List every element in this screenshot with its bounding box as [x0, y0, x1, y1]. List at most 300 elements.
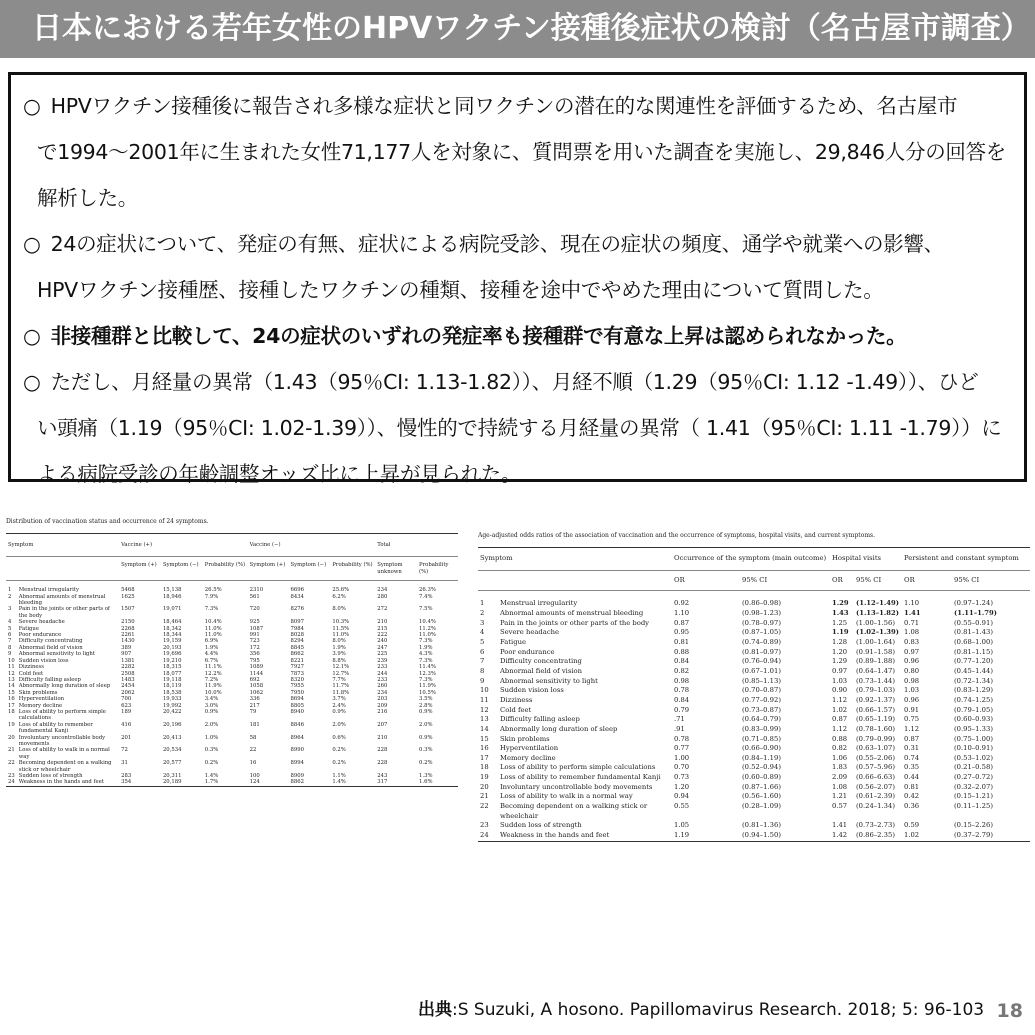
table-cell: (0.65–1.19) [856, 715, 895, 724]
table-cell: 1.41 [904, 608, 921, 617]
table2-subheader-cell: OR [672, 570, 740, 591]
bullet-circle: ○ [23, 232, 41, 256]
table-cell: (0.63–1.07) [856, 744, 895, 753]
table-cell: .91 [674, 724, 685, 733]
table-cell: 0.82 [832, 744, 848, 753]
table-cell: 1.20 [674, 782, 690, 791]
symptom-name-cell: Weakness in the hands and feet [498, 831, 672, 841]
table-cell: 0.80 [904, 666, 920, 675]
table-cell: 12.2% [204, 670, 222, 677]
table-cell: 0.2% [419, 760, 433, 767]
table-cell: (0.78–0.97) [742, 618, 781, 627]
table-cell: 3.4% [204, 696, 219, 703]
table-cell: .71 [674, 715, 685, 724]
symptom-name-cell: Menstrual irregularity [500, 599, 578, 608]
summary-text: HPVワクチン接種後に報告され多様な症状と同ワクチンの潜在的な関連性を評価するため、名古屋市 [50, 94, 958, 118]
table-cell: 172 [249, 644, 260, 651]
citation [418, 995, 984, 1020]
table-cell: 2.8% [419, 702, 433, 709]
summary-text: 24の症状について、発症の有無、症状による病院受診、現在の症状の頻度、通学や就業への影響、 [50, 232, 944, 256]
table-cell: 0.88 [832, 734, 848, 743]
summary-box [8, 72, 1027, 486]
table-cell: 0.87 [904, 734, 920, 743]
table-cell: (0.81–1.15) [954, 647, 993, 656]
table-cell: 233 [377, 664, 388, 671]
symptom-name-cell: Loss of ability to remember fundamental Kanji [500, 773, 661, 782]
table-cell: 8276 [290, 606, 304, 613]
symptom-name-cell: Sudden loss of strength [18, 773, 83, 779]
table-cell: (0.10–0.91) [954, 744, 993, 753]
table-cell: 12.3% [419, 670, 436, 677]
table1-subheader-cell: Probability (%) [417, 557, 458, 581]
table-cell: 0.77 [674, 744, 690, 753]
table-cell: 239 [377, 657, 388, 664]
table-cell: 1.19 [672, 831, 740, 841]
summary-line [23, 451, 1014, 497]
table-cell: 317 [375, 779, 417, 786]
table1-subheader-cell: Symptom (+) [119, 557, 161, 581]
table-row [478, 609, 1030, 619]
table-row [478, 763, 1030, 773]
table-cell: (0.55–2.06) [856, 753, 895, 762]
table-cell: 2.0% [332, 721, 346, 728]
table-cell: 1.08 [832, 782, 848, 791]
table-cell: 228 [377, 747, 388, 754]
table-cell: 15 [8, 689, 15, 696]
table-cell: 8097 [290, 619, 304, 626]
table-cell: (0.37–2.79) [952, 831, 1030, 841]
table-cell: 0.90 [832, 686, 848, 695]
table1-header-total: Total [375, 534, 458, 557]
table-cell: 10.4% [419, 619, 436, 626]
table-cell: 1.4% [330, 779, 375, 786]
table-cell: 20 [480, 782, 489, 791]
table-row [6, 735, 458, 748]
table-cell: 203 [377, 696, 388, 703]
symptom-name-cell: Difficulty concentrating [500, 657, 582, 666]
table2-subheader-cell: OR [830, 570, 854, 591]
table-cell: 2062 [121, 689, 135, 696]
table-cell: 11.7% [332, 683, 350, 690]
table-cell: (0.79–1.03) [856, 686, 895, 695]
summary-line [23, 267, 1014, 313]
table-cell: 5468 [121, 587, 135, 594]
table-cell: 16 [8, 696, 15, 703]
table-cell: 907 [121, 651, 132, 658]
citation-label: 出典 [418, 1000, 452, 1020]
table-cell: 21 [8, 747, 15, 754]
table-cell: 0.36 [904, 802, 920, 811]
table2-header-occurrence: Occurrence of the symptom (main outcome) [672, 548, 830, 571]
table1-container [6, 518, 458, 787]
table-cell: 10.4% [204, 619, 222, 626]
table-cell: 1.9% [204, 644, 219, 651]
table-cell: 0.78 [674, 734, 690, 743]
table-cell: 15,138 [162, 587, 182, 594]
table-cell: 18,342 [162, 625, 182, 632]
summary-line [23, 359, 1014, 405]
bullet-circle: ○ [23, 370, 41, 394]
table-cell: (0.89–1.88) [856, 657, 895, 666]
table-cell: 26.5% [204, 587, 222, 594]
table-cell: 0.35 [904, 763, 920, 772]
table1-header-vaccine-plus: Vaccine (+) [119, 534, 248, 557]
table2-header-persistent: Persistent and constant symptom [902, 548, 1030, 571]
table-cell: 3.5% [419, 696, 433, 703]
table-cell: 0.57 [832, 802, 848, 811]
table-cell: 1.02 [902, 831, 952, 841]
table-cell: (0.84–1.19) [742, 753, 781, 762]
symptom-name-cell: Loss of ability to remember fundamental Kanji [18, 721, 93, 735]
table-row [478, 591, 1030, 609]
table-cell: 189 [121, 708, 132, 715]
table-cell: (0.66–6.63) [856, 773, 895, 782]
table-cell: 9 [480, 676, 485, 685]
table-cell: 11.0% [332, 632, 350, 639]
table-cell: (0.91–1.58) [856, 647, 895, 656]
table-cell: 925 [249, 619, 260, 626]
table-cell: 18,077 [162, 670, 182, 677]
table-cell: 1.29 [832, 599, 849, 608]
table-cell: 11.8% [332, 689, 350, 696]
table-row [6, 581, 458, 594]
table-cell: 416 [121, 721, 132, 728]
table-cell: 13 [480, 715, 489, 724]
table-cell: 0.92 [674, 599, 690, 608]
table-cell: (0.53–1.02) [954, 753, 993, 762]
table-cell: 16 [480, 744, 489, 753]
table-cell: 4 [480, 628, 485, 637]
table-cell: 2 [8, 593, 12, 600]
table-row [478, 744, 1030, 754]
table-cell: 24 [8, 779, 15, 786]
table-cell: 1087 [249, 625, 264, 632]
table-cell: 0.2% [332, 760, 346, 767]
table-cell: 0.98 [904, 676, 920, 685]
table-cell: 1.19 [832, 628, 849, 637]
table-cell: 1.83 [832, 763, 848, 772]
table-cell: 2268 [121, 625, 135, 632]
table-row [478, 638, 1030, 648]
table-cell: 1.20 [832, 647, 848, 656]
symptom-name-cell: Abnormal amounts of menstrual bleeding [500, 608, 644, 617]
table-cell: 3 [8, 606, 12, 613]
table-cell: 8434 [290, 593, 304, 600]
table-cell: 1.41 [832, 821, 848, 830]
table-cell: 233 [377, 676, 388, 683]
symptom-name-cell: Poor endurance [500, 647, 555, 656]
table-cell: 623 [121, 702, 132, 709]
table-cell: 11.0% [204, 632, 222, 639]
table-cell: (0.76–0.94) [742, 657, 781, 666]
symptom-name-cell: Severe headache [18, 619, 65, 626]
table-cell: 19,159 [162, 638, 182, 645]
table2-subheader-cell: 95% CI [740, 570, 830, 591]
table-cell: 1089 [249, 664, 264, 671]
table-cell: 8862 [289, 779, 331, 786]
table-cell: 19,118 [162, 676, 182, 683]
table-cell: 0.97 [904, 647, 920, 656]
table-cell: 1.6% [417, 779, 458, 786]
summary-text: い頭痛（1.19（95％CI: 1.02-1.39））、慢性的で持続する月経量の異常（ 1.41（95％CI: 1.11 -1.79））に [37, 416, 1002, 440]
table-cell: 58 [249, 734, 257, 741]
symptom-name-cell: Abnormal field of vision [18, 644, 83, 651]
table-cell: 12 [480, 705, 489, 714]
table-cell: 0.83 [904, 637, 920, 646]
table-cell: 228 [377, 760, 388, 767]
symptom-name-cell: Involuntary uncontrollable body movements [18, 734, 106, 747]
table-cell: 11.4% [419, 664, 436, 671]
table-cell: 1.02 [832, 705, 848, 714]
table-cell: (0.66–1.57) [856, 705, 895, 714]
table-cell: 72 [121, 747, 128, 754]
table-cell: 234 [377, 587, 388, 594]
table-cell: 3 [480, 618, 485, 627]
table-cell: 561 [249, 593, 260, 600]
table-cell: 8.0% [332, 638, 346, 645]
table-cell: 7.3% [419, 638, 433, 645]
table-cell: 217 [249, 702, 260, 709]
table-cell: 8028 [290, 632, 304, 639]
table-row [6, 606, 458, 619]
table-cell: 23 [8, 773, 15, 779]
table-cell: 210 [377, 734, 388, 741]
table-cell: 0.55 [674, 802, 690, 811]
table-cell: 4 [8, 619, 12, 626]
table-cell: 18,344 [162, 632, 182, 639]
table-cell: 6.7% [204, 657, 219, 664]
table-cell: 19 [8, 721, 15, 728]
table-cell: 8964 [290, 734, 304, 741]
table-cell: 26.3% [419, 587, 436, 594]
table-cell: 1.00 [674, 753, 690, 762]
table-cell: 1.03 [832, 676, 848, 685]
table-cell: 20,311 [162, 773, 182, 779]
page-number: 18 [996, 1000, 1023, 1022]
table-cell: (0.28–1.09) [742, 802, 781, 811]
symptom-name-cell: Loss of ability to perform simple calculations [500, 763, 656, 772]
table-cell: 8990 [290, 747, 304, 754]
table-cell: (0.95–1.33) [954, 724, 993, 733]
table-cell: 8221 [290, 657, 304, 664]
table-cell: (0.73–0.87) [742, 705, 781, 714]
table-row [6, 594, 458, 607]
table-cell: 0.6% [332, 734, 346, 741]
table-cell: 1058 [249, 683, 264, 690]
table-cell: 3.9% [332, 651, 346, 658]
table-cell: 8909 [290, 773, 304, 779]
table-cell: 9 [8, 651, 12, 658]
table-cell: 201 [121, 734, 132, 741]
table-cell: 723 [249, 638, 260, 645]
table-cell: 0.87 [832, 715, 848, 724]
table-cell: 20,534 [162, 747, 182, 754]
table-cell: 2508 [121, 670, 135, 677]
table-cell: (0.56–2.07) [856, 782, 895, 791]
table-cell: 19,696 [162, 651, 182, 658]
table-cell: (0.74–1.25) [954, 695, 993, 704]
symptom-name-cell: Weakness in the hands and feet [17, 779, 119, 786]
table-cell: 0.9% [419, 708, 433, 715]
table-row [478, 667, 1030, 677]
table-cell: 1.12 [832, 695, 848, 704]
table-cell: 209 [377, 702, 388, 709]
vaccination-distribution-table [6, 533, 458, 787]
table-cell: 2282 [121, 664, 135, 671]
table-cell: (0.83–1.29) [954, 686, 993, 695]
table-cell: 11 [480, 695, 489, 704]
table-cell: (0.15–1.21) [954, 792, 993, 801]
table-cell: 7.3% [419, 676, 433, 683]
table-cell: (0.94–1.50) [740, 831, 830, 841]
table-cell: 1.10 [904, 599, 920, 608]
summary-line [23, 221, 1014, 267]
symptom-name-cell: Memory decline [18, 702, 63, 709]
table-row [478, 802, 1030, 821]
table-row [478, 783, 1030, 793]
table-cell: 8805 [290, 702, 304, 709]
table-cell: 216 [377, 708, 388, 715]
table-cell: (0.86–0.98) [742, 599, 781, 608]
table-row [6, 747, 458, 760]
table-cell: 225 [377, 651, 388, 658]
table-cell: 1.1% [332, 773, 346, 779]
table-cell: 20,422 [162, 708, 182, 715]
table-row [478, 706, 1030, 716]
symptom-name-cell: Difficulty falling asleep [18, 676, 81, 683]
table-cell: 10 [480, 686, 489, 695]
table-cell: (0.60–0.89) [742, 773, 781, 782]
table-cell: 19 [480, 773, 489, 782]
summary-text: よる病院受診の年齢調整オッズ比に上昇が見られた。 [37, 462, 522, 486]
table-cell: 0.70 [674, 763, 690, 772]
table-cell: 8846 [290, 721, 304, 728]
table-cell: 0.79 [674, 705, 690, 714]
table-cell: 0.88 [674, 647, 690, 656]
table-cell: (0.64–1.47) [856, 666, 895, 675]
table-cell: 2.0% [419, 721, 433, 728]
table-cell: 1.10 [674, 608, 690, 617]
table-cell: 1.0% [204, 734, 219, 741]
table-cell: 1.42 [830, 831, 854, 841]
table-cell: 10 [8, 657, 15, 664]
table-cell: (0.73–2.73) [856, 821, 895, 830]
symptom-name-cell: Loss of ability to walk in a normal way [500, 792, 633, 801]
table-cell: 0.87 [674, 618, 690, 627]
table-cell: 720 [249, 606, 260, 613]
table-cell: (0.27–0.72) [954, 773, 993, 782]
table-cell: (1.00–1.64) [856, 637, 895, 646]
symptom-name-cell: Becoming dependent on a walking stick or wheelchair [500, 802, 648, 820]
table-row [478, 754, 1030, 764]
symptom-name-cell: Abnormal sensitivity to light [500, 676, 598, 685]
table-cell: 7.2% [204, 676, 219, 683]
table-cell: 11.5% [332, 625, 350, 632]
symptom-name-cell: Sudden loss of strength [500, 821, 582, 830]
table-cell: 260 [377, 683, 388, 690]
table-cell: 11.0% [419, 632, 436, 639]
table-cell: (0.79–1.05) [954, 705, 993, 714]
table-cell: 4.4% [204, 651, 219, 658]
table-cell: 1.29 [832, 657, 848, 666]
table-cell: (0.60–0.93) [954, 715, 993, 724]
table-cell: (0.71–0.85) [742, 734, 781, 743]
table-cell: 247 [377, 644, 388, 651]
table-cell: 79 [249, 708, 257, 715]
table-cell: (0.78–1.60) [856, 724, 895, 733]
table-cell: (0.72–1.34) [954, 676, 993, 685]
summary-line [23, 313, 1014, 359]
table-cell: 0.82 [674, 666, 690, 675]
table-row [6, 722, 458, 735]
summary-line [23, 175, 1014, 221]
table-cell: 0.81 [674, 637, 690, 646]
table-cell: 18,538 [162, 689, 182, 696]
table-cell: 0.9% [332, 708, 346, 715]
table-cell: 1507 [121, 606, 135, 613]
table-cell: 11.1% [204, 664, 222, 671]
table-cell: 7.3% [419, 657, 433, 664]
table-row [478, 831, 1030, 841]
table-cell: 21 [480, 792, 489, 801]
symptom-name-cell: Difficulty falling asleep [500, 715, 580, 724]
table1-subheader-blank [6, 557, 119, 581]
table-row [478, 648, 1030, 658]
table-cell: 0.71 [904, 618, 920, 627]
table-cell: 10.3% [332, 619, 350, 626]
summary-text: 解析した。 [37, 186, 138, 210]
table-cell: 356 [249, 651, 260, 658]
table2-subheader-cell: 95% CI [952, 570, 1030, 591]
summary-text: HPVワクチン接種歴、接種したワクチンの種類、接種を途中でやめた理由について質問した。 [37, 278, 884, 302]
table-cell: 15 [480, 734, 489, 743]
table-cell: 0.3% [419, 747, 433, 754]
table-cell: (0.77–0.92) [742, 695, 781, 704]
table-cell: 14 [8, 683, 15, 690]
table-cell: (0.45–1.44) [954, 666, 993, 675]
table-cell: 991 [249, 632, 260, 639]
table1-subheader-cell: Probability (%) [203, 557, 248, 581]
symptom-name-cell: Memory decline [500, 753, 556, 762]
table-cell: 0.84 [674, 657, 690, 666]
table-cell: (0.81–1.36) [742, 821, 781, 830]
table-cell: 7 [8, 638, 12, 645]
table-cell: 0.44 [904, 773, 920, 782]
table-cell: 222 [377, 632, 388, 639]
symptom-name-cell: Skin problems [18, 689, 58, 696]
table-cell: (1.11–1.79) [954, 608, 997, 617]
table-cell: 1 [8, 587, 12, 594]
table-cell: 336 [249, 696, 260, 703]
table1-subheader-cell: Probability (%) [330, 557, 375, 581]
table-cell: 1 [480, 599, 485, 608]
table-cell: 7984 [290, 625, 304, 632]
table-cell: (0.61–2.39) [856, 792, 895, 801]
table-cell: 7873 [290, 670, 304, 677]
table-cell: 7927 [290, 664, 304, 671]
table-cell: 6.2% [332, 593, 346, 600]
table-row [6, 709, 458, 722]
table-cell: 8320 [290, 676, 304, 683]
bullet-circle: ○ [23, 94, 41, 118]
table-cell: 100 [249, 773, 260, 779]
table-row [478, 735, 1030, 745]
table-cell: (0.24–1.34) [856, 802, 895, 811]
table1-subheader-cell: Symptom (−) [289, 557, 331, 581]
table-cell: 795 [249, 657, 260, 664]
table-cell: 389 [121, 644, 132, 651]
symptom-name-cell: Dizziness [18, 664, 44, 671]
